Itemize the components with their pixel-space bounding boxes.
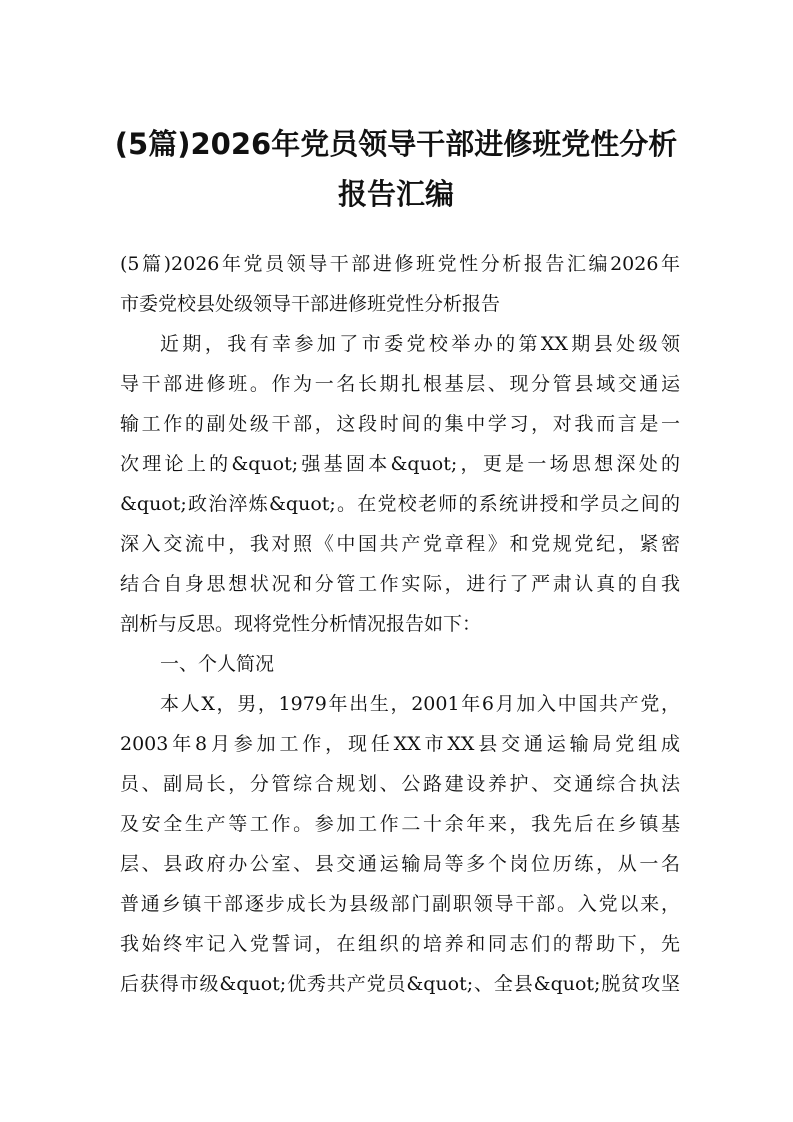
document-body bbox=[120, 244, 680, 1004]
body-line: 近期，我有幸参加了市委党校举办的第XX期县处级领 bbox=[160, 333, 680, 355]
body-line: 及安全生产等工作。参加工作二十余年来，我先后在乡镇基 bbox=[120, 813, 680, 835]
body-line: 员、副局长，分管综合规划、公路建设养护、交通综合执法 bbox=[120, 773, 680, 795]
body-line: 输工作的副处级干部，这段时间的集中学习，对我而言是一 bbox=[120, 413, 680, 435]
body-line: 深入交流中，我对照《中国共产党章程》和党规党纪，紧密 bbox=[120, 533, 680, 555]
body-line: (5篇)2026年党员领导干部进修班党性分析报告汇编2026年 bbox=[120, 253, 680, 275]
body-line: 本人X，男，1979年出生，2001年6月加入中国共产党， bbox=[160, 693, 680, 715]
document-title-line-1: (5篇)2026年党员领导干部进修班党性分析 bbox=[114, 127, 678, 161]
body-line: 层、县政府办公室、县交通运输局等多个岗位历练，从一名 bbox=[120, 853, 680, 875]
body-line: 后获得市级&quot;优秀共产党员&quot;、全县&quot;脱贫攻坚 bbox=[120, 973, 680, 995]
body-line: 2003年8月参加工作，现任XX市XX县交通运输局党组成 bbox=[120, 733, 680, 755]
body-line: 次理论上的&quot;强基固本&quot;，更是一场思想深处的 bbox=[120, 453, 680, 475]
section-heading: 一、个人简况 bbox=[160, 653, 275, 675]
body-line: 普通乡镇干部逐步成长为县级部门副职领导干部。入党以来， bbox=[120, 893, 680, 915]
body-line: &quot;政治淬炼&quot;。在党校老师的系统讲授和学员之间的 bbox=[120, 493, 680, 515]
body-line: 剖析与反思。现将党性分析情况报告如下： bbox=[120, 613, 482, 635]
body-line: 我始终牢记入党誓词，在组织的培养和同志们的帮助下，先 bbox=[120, 933, 680, 955]
document-title-line-2: 报告汇编 bbox=[337, 177, 454, 211]
body-line: 导干部进修班。作为一名长期扎根基层、现分管县域交通运 bbox=[120, 373, 680, 395]
body-line: 市委党校县处级领导干部进修班党性分析报告 bbox=[120, 293, 501, 315]
body-line: 结合自身思想状况和分管工作实际，进行了严肃认真的自我 bbox=[120, 573, 680, 595]
